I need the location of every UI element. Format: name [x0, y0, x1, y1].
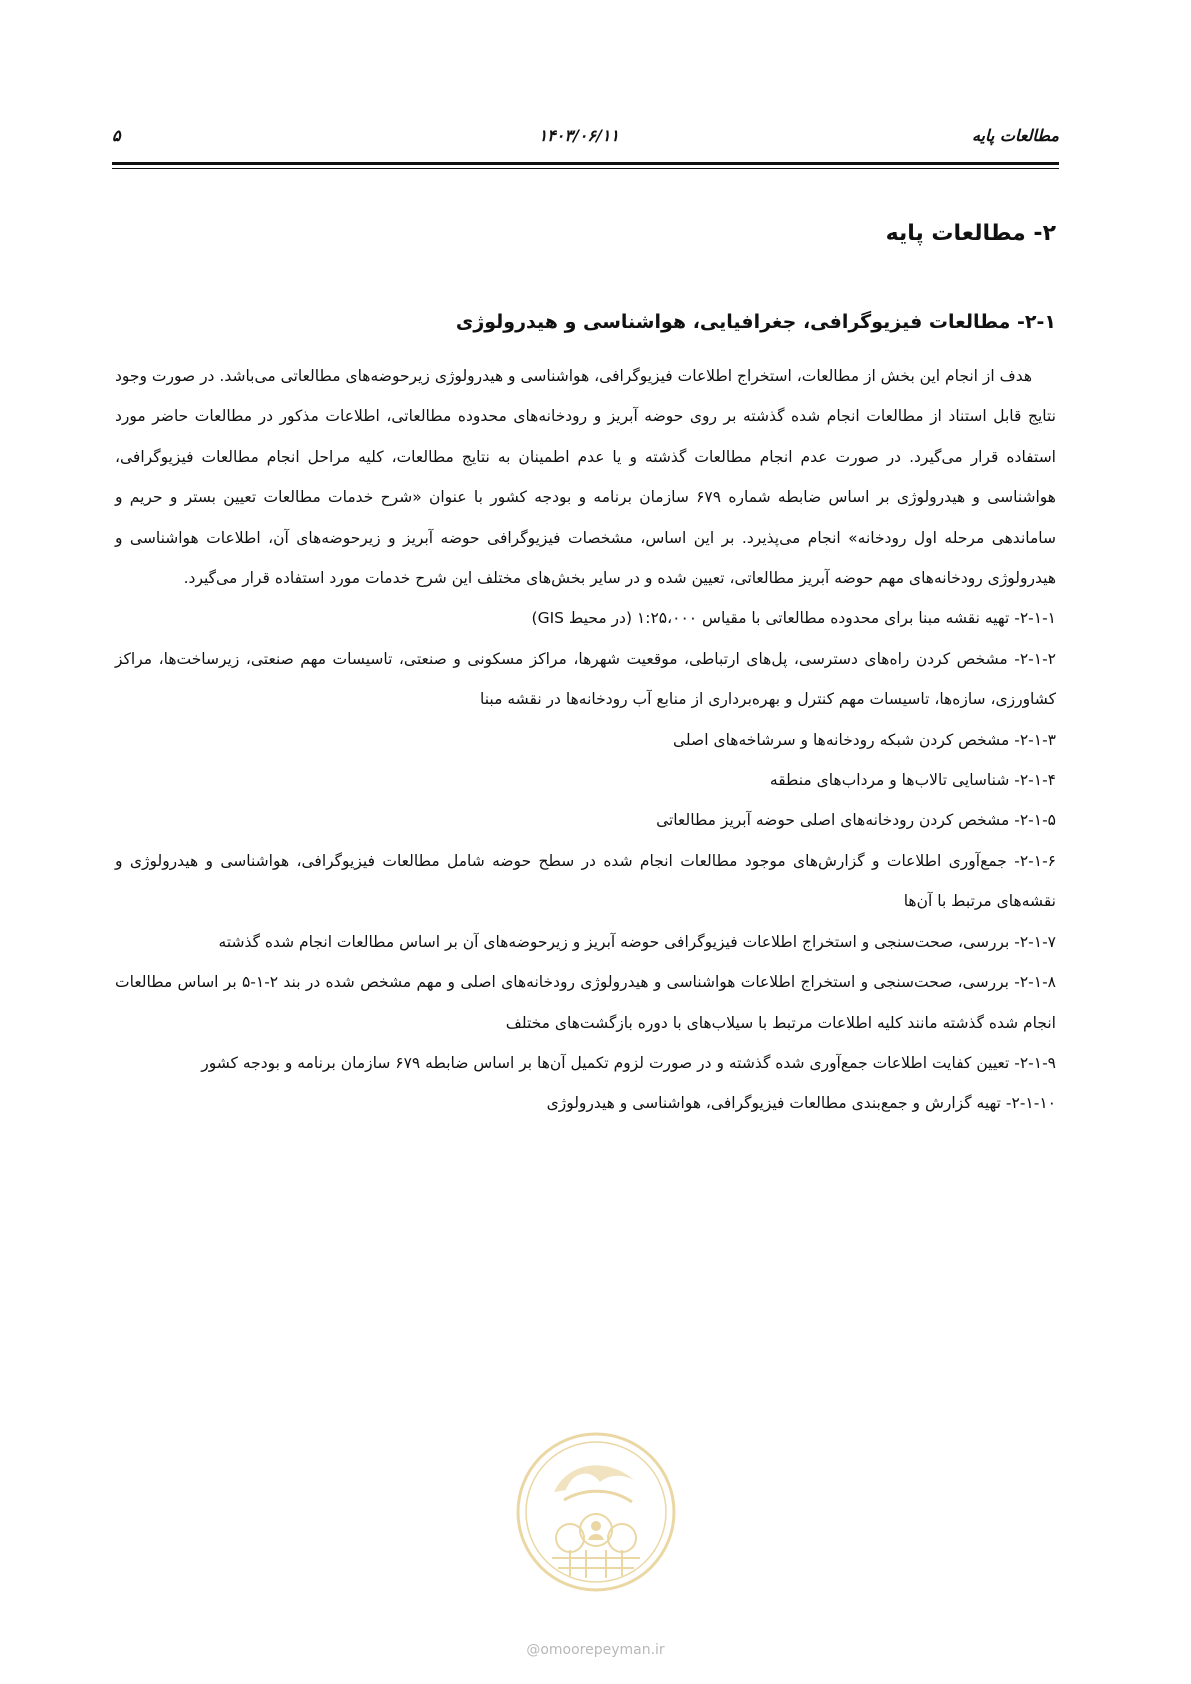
section-heading: ۲- مطالعات پایه — [885, 221, 1056, 246]
list-item: ۲-۱-۷- بررسی، صحت‌سنجی و استخراج اطلاعات فیزیوگرافی حوضه آبریز و زیرحوضه‌های آن بر اساس مطالعات انجام شده گذشته — [218, 932, 1056, 951]
page-header — [112, 126, 1059, 152]
watermark-logo-icon — [514, 1430, 678, 1594]
list-item: ۲-۱-۹- تعیین کفایت اطلاعات جمع‌آوری شده گذشته و در صورت لزوم تکمیل آن‌ها بر اساس ضابطه ۶۷۹ سازمان برنامه و بودجه کشور — [201, 1053, 1056, 1072]
subsection-heading: ۲-۱- مطالعات فیزیوگرافی، جغرافیایی، هواشناسی و هیدرولوژی — [455, 311, 1056, 333]
list-item: ۲-۱-۱۰- تهیه گزارش و جمع‌بندی مطالعات فیزیوگرافی، هواشناسی و هیدرولوژی — [546, 1094, 1056, 1113]
task-list — [115, 598, 1056, 1123]
list-item: ۲-۱-۱- تهیه نقشه مبنا برای محدوده مطالعاتی با مقیاس ۱:۲۵،۰۰۰ (در محیط GIS) — [531, 609, 1056, 628]
list-item: ۲-۱-۲- مشخص کردن راه‌های دسترسی، پل‌های ارتباطی، موقعیت شهرها، مراکز مسکونی و صنعتی، تاسیسات مهم صنعتی، زیرساخت‌ها، مراکز کشاورزی، سازه‌ها، تاسیسات مهم کنترل و بهره‌برداری از منابع آب رودخانه‌ها در نقشه مبنا — [115, 649, 1056, 709]
list-item: ۲-۱-۵- مشخص کردن رودخانه‌های اصلی حوضه آبریز مطالعاتی — [656, 811, 1056, 830]
list-item: ۲-۱-۶- جمع‌آوری اطلاعات و گزارش‌های موجود مطالعات انجام شده در سطح حوضه شامل مطالعات فیزیوگرافی، هواشناسی و هیدرولوژی و نقشه‌های مرتبط با آن‌ها — [115, 851, 1056, 911]
intro-paragraph: هدف از انجام این بخش از مطالعات، استخراج اطلاعات فیزیوگرافی، هواشناسی و هیدرولوژی زیرحوضه‌های مطالعاتی می‌باشد. در صورت وجود نتایج قابل استناد از مطالعات انجام شده گذشته بر روی حوضه آبریز و رودخانه‌های محدوده مطالعاتی، اطلاعات مذکور در مطالعات حاضر مورد استفاده قرار می‌گیرد. در صورت عدم انجام مطالعات گذشته و یا عدم اطمینان به نتایج مطالعات، کلیه مراحل انجام مطالعات فیزیوگرافی، هواشناسی و هیدرولوژی بر اساس ضابطه شماره ۶۷۹ سازمان برنامه و بودجه کشور با عنوان «شرح خدمات مطالعات تعیین بستر و حریم و ساماندهی مرحله اول رودخانه» انجام می‌پذیرد. بر این اساس، مشخصات فیزیوگرافی حوضه آبریز و زیرحوضه‌های آن، اطلاعات هواشناسی و هیدرولوژی رودخانه‌های مهم حوضه آبریز مطالعاتی، تعیین شده و در سایر بخش‌های مختلف این شرح خدمات مورد استفاده قرار می‌گیرد. — [115, 367, 1056, 588]
header-rule — [112, 162, 1059, 165]
list-item: ۲-۱-۸- بررسی، صحت‌سنجی و استخراج اطلاعات هواشناسی و هیدرولوژی رودخانه‌های اصلی و مهم مشخص شده در بند ۲-۱-۵ بر اساس مطالعات انجام شده گذشته مانند کلیه اطلاعات مرتبط با سیلاب‌های با دوره بازگشت‌های مختلف — [115, 973, 1056, 1032]
header-rule-thin — [112, 168, 1059, 169]
main-content — [115, 214, 1056, 1124]
page-number: ۵ — [112, 126, 121, 145]
header-date: ۱۴۰۳/۰۶/۱۱ — [538, 126, 619, 145]
list-item: ۲-۱-۴- شناسایی تالاب‌ها و مرداب‌های منطقه — [769, 771, 1056, 790]
watermark-url: @omoorepeyman.ir — [526, 1642, 665, 1658]
header-title: مطالعات پایه — [971, 126, 1059, 145]
list-item: ۲-۱-۳- مشخص کردن شبکه رودخانه‌ها و سرشاخه‌های اصلی — [673, 730, 1056, 749]
